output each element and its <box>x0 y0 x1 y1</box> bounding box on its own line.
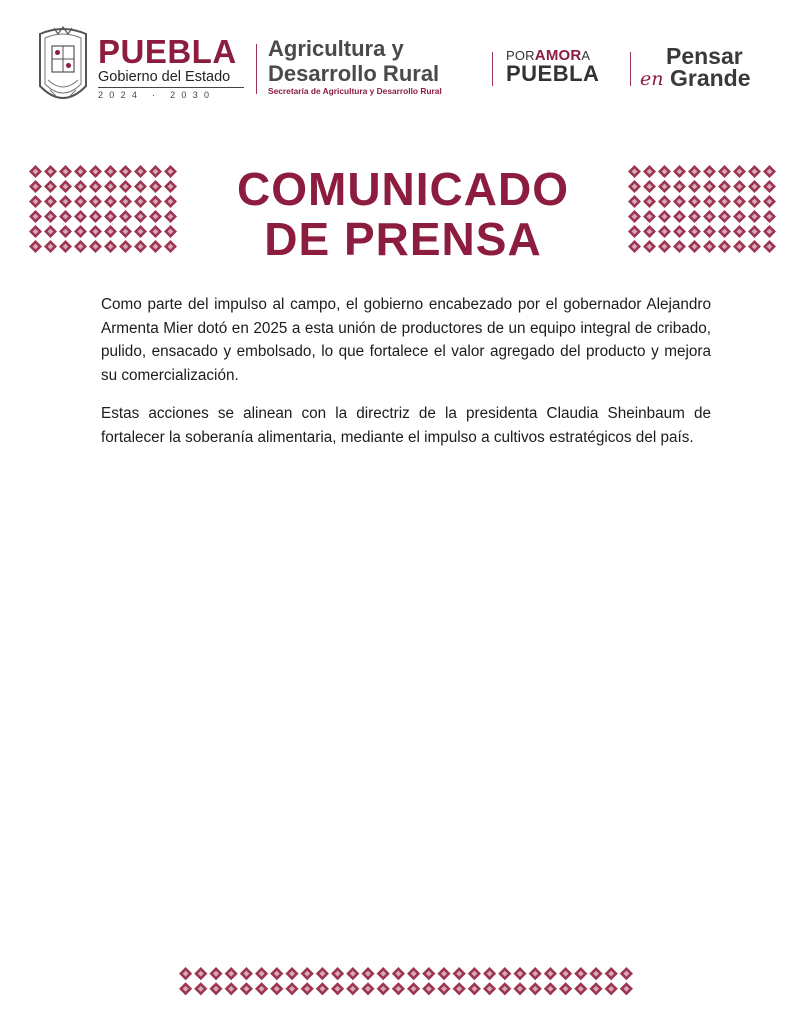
slogan-a: A <box>581 48 591 63</box>
secretariat-line-1: Agricultura y <box>268 36 404 61</box>
header-divider <box>256 44 257 94</box>
header-divider <box>630 52 631 86</box>
body-paragraph: Estas acciones se alinean con la directriz de la presidenta Claudia Sheinbaum de fortalecer la soberanía alimentaria, mediante el impulso a cultivos estratégicos del país. <box>101 405 711 446</box>
decorative-pattern-right <box>627 164 777 254</box>
body-paragraph: Como parte del impulso al campo, el gobierno encabezado por el gobernador Alejandro Armenta Mier dotó en 2025 a esta unión de productores de un equipo integral de cribado, pulido, ensacado y embolsado, lo que fortalece el valor agregado del producto y mejora su comercialización. <box>101 296 711 384</box>
decorative-pattern-left <box>28 164 178 254</box>
decorative-pattern-footer <box>178 966 634 996</box>
page-header <box>0 0 811 120</box>
slogan-por: POR <box>506 48 535 63</box>
slogan-pensar: Pensar <box>666 43 743 69</box>
state-government-logo <box>98 33 244 102</box>
secretariat-line-2: Desarrollo Rural <box>268 61 440 86</box>
secretariat-full-name: Secretaría de Agricultura y Desarrollo Rural <box>268 86 442 96</box>
por-amor-a-puebla-logo <box>506 48 622 85</box>
state-seal-icon <box>34 24 92 110</box>
state-years: 2024 · 2030 <box>98 90 216 100</box>
press-release-body <box>101 293 711 464</box>
pensar-en-grande-logo <box>640 44 780 94</box>
state-subtitle: Gobierno del Estado <box>98 68 244 88</box>
title-line-2: DE PRENSA <box>264 213 542 265</box>
page-title <box>180 164 626 264</box>
slogan-puebla: PUEBLA <box>506 61 600 86</box>
slogan-grande: Grande <box>670 65 751 91</box>
slogan-en: en <box>640 68 664 90</box>
secretariat-logo <box>268 36 478 97</box>
state-name: PUEBLA <box>98 33 237 70</box>
title-line-1: COMUNICADO <box>237 163 569 215</box>
header-divider <box>492 52 493 86</box>
slogan-amor: AMOR <box>534 47 582 64</box>
